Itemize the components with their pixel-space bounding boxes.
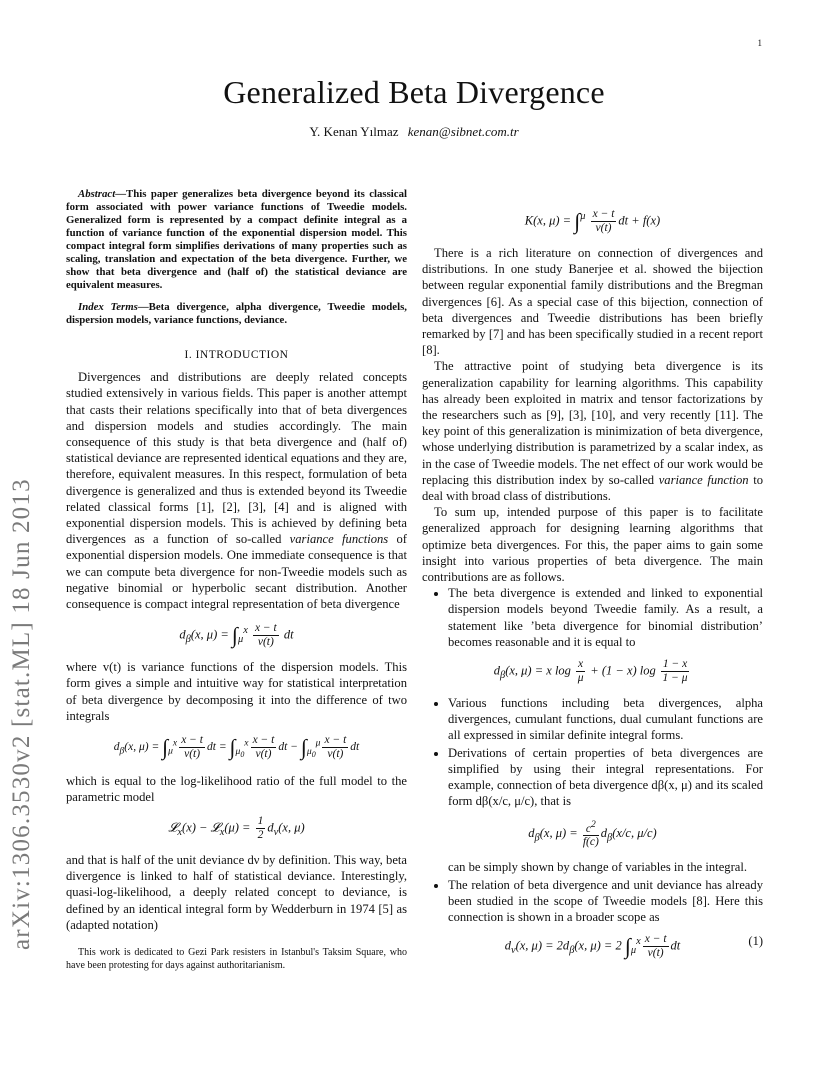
page-number: 1 <box>757 38 762 48</box>
list-item: • Various functions including beta divergences, alpha divergences, cumulant functions, dual cumulant functions are all expressed in similar definite integral forms. <box>448 695 763 744</box>
right-paragraph-2: The attractive point of studying beta divergence is its generalization capability for learning algorithms. This capability has already been exploited in matrix and tensor factorizations by the researchers such as [9], [3], [10], and very recently [11]. The key point of this generalization is minimization of beta divergence, whose underlying distribution is parametrized by a scalar index, as in the case of Tweedie models. The net effect of our work would be replacing this distribution index by so-called variance function to deal with broad class of distributions. <box>422 359 763 504</box>
intro-paragraph-2: where v(t) is variance functions of the dispersion models. This form gives a simple and intuitive way for statistical interpretation of beta divergence by decomposing it into the difference of two integrals <box>66 660 407 723</box>
footnote: This work is dedicated to Gezi Park resisters in Istanbul's Taksim Square, who have been protesting for days against authoritarianism. <box>66 947 407 971</box>
intro-paragraph-3: which is equal to the log-likelihood ratio of the full model to the parametric model <box>66 773 407 804</box>
index-terms-lead: Index Terms <box>78 301 138 313</box>
equation-log-likelihood-ratio: 𝓛$_x$(x) − 𝓛$_x$(μ) = $\frac{1}{2}$ $d_\nu(x$, μ) <box>168 815 305 842</box>
paper-title: Generalized Beta Divergence <box>223 74 605 110</box>
arxiv-identifier: arXiv:1306.3530v2 [stat.ML] 18 Jun 2013 <box>8 478 35 950</box>
left-column <box>66 188 407 972</box>
index-terms-text: —Beta divergence, alpha divergence, Tweedie models, dispersion models, variance functions, deviance. <box>66 301 407 326</box>
equation-binomial-beta-divergence: $d_\beta(x$, μ) = x log $\frac{x}{\mu}$ + (1 − x) log $\frac{1 - x}{1 - \mu}$ <box>493 658 688 685</box>
abstract-lead: Abstract <box>78 188 116 200</box>
right-paragraph-1: There is a rich literature on connection of divergences and distributions. In one study Banerjee et al. showed the bijection between regular exponential family distributions and the Bregman divergences [6]. As a special case of this bijection, connection of beta divergences and Tweedie distributions has been briefly remarked by [7] and has been specifically studied in a recent report [8]. <box>422 246 763 358</box>
intro-paragraph-4: and that is half of the unit deviance dν by definition. This way, beta divergence is linked to half of statistical deviance. Interestingly, quasi-log-likelihood, a deeply related concept to deviance, is defined by an identical integral form by Wedderburn in 1974 [5] as (adapted notation) <box>66 853 407 932</box>
abstract <box>66 188 407 292</box>
list-item: • Derivations of certain properties of beta divergences are simplified by using their integral representations. For example, connection of beta divergence dβ(x, μ) and its scaled form dβ(x/c, μ/c), that is $d_\beta(x$, μ) = $\frac{c^2}{f(c)}$ $d_\beta(x/c$, μ/c) can be simply shown by change of variables in the integral. <box>448 745 763 876</box>
intro-paragraph-1: Divergences and distributions are deeply related concepts studied extensively in various fields. This paper is another attempt that casts their relations specifically into that of beta divergences and dispersion models and studies accordingly. The main consequence of this study is that beta divergence and (half of) statistical deviance are represented identical equations and they are, therefore, equivalent measures. In this respect, formulation of beta divergence is generalized and thus is extended beyond its Tweedie related classical forms [1], [2], [3], [4] and is aligned with exponential dispersion models. This is achieved by defining beta divergences as a function of so-called variance functions of exponential dispersion models. One immediate consequence is that we can compute beta divergence for non-Tweedie models such as negative binomial or hyperbolic secant distribution. Another consequence is compact integral representation of beta divergence <box>66 370 407 612</box>
abstract-text: —This paper generalizes beta divergence beyond its classical form associated with power variance functions of Tweedie models. Generalized form is represented by a compact definite integral as a function of variance function of the exponential dispersion model. This compact integral form simplifies derivations of many properties such as scaling, translation and expectation of the beta divergence. Further, we show that beta divergence and (half of) the statistical deviance are equivalent measures. <box>66 188 407 291</box>
equation-scaling: $d_\beta(x$, μ) = $\frac{c^2}{f(c)}$ $d_\beta(x/c$, μ/c) <box>528 818 657 849</box>
equation-deviance-relation: $d_\nu(x$, $\mu) = 2d_\beta(x$, μ) = 2 $\int_\mu^x$ $\frac{x - t}{v(t)}$ dt (1) <box>504 933 763 960</box>
equation-integral-decomposition: $d_\beta(x$, $\mu) = \int_\mu^x$ $\frac{x - t}{v(t)}$ dt = $\int_{\mu_0}^x$ $\frac{x - t}{v(t)}$ dt − $\int_{\mu_0}^\mu$ $\frac{x - t}{v(t)}$ dt <box>113 734 360 761</box>
author-name: Y. Kenan Yılmaz <box>309 124 399 139</box>
list-item: • The relation of beta divergence and unit deviance has already been studied in the scope of Tweedie models [8]. Here this connection is shown in a broader scope as $d_\nu(x$, $\mu) = 2d_\beta(x$, μ) = 2 $\int_\mu^x$ $\frac{x - t}{v(t)}$ dt (1) <box>448 877 763 961</box>
arxiv-stamp <box>0 180 50 950</box>
author-email[interactable]: kenan@sibnet.com.tr <box>407 124 519 139</box>
author-line <box>0 124 828 140</box>
right-paragraph-3: To sum up, intended purpose of this paper is to facilitate generalized approach for designing learning algorithms that optimize beta divergences. For this, the paper aims to gain some insight into various properties of beta divergence. The main contributions are as follows. <box>422 505 763 585</box>
right-column <box>422 208 763 970</box>
section-heading: I. INTRODUCTION <box>184 349 289 361</box>
index-terms <box>66 301 407 327</box>
contributions-list <box>422 585 763 960</box>
list-item: • The beta divergence is extended and linked to exponential dispersion models beyond Tweedie family. As a result, a statement like ’beta divergence for binomial distribution’ becomes reasonable and it is equal to $d_\beta(x$, μ) = x log $\frac{x}{\mu}$ + (1 − x) log $\frac{1 - x}{1 - \mu}$ <box>448 585 763 685</box>
equation-quasi-log-likelihood: K(x, μ) = ∫$^\mu$ $\frac{x - t}{v(t)}$ dt + f(x) <box>524 208 661 234</box>
equation-number: (1) <box>748 934 763 949</box>
equation-beta-divergence-integral: $d_\beta(x$, $\mu) = \int_\mu^x$ $\frac{x - t}{v(t)}$ dt <box>179 622 294 649</box>
